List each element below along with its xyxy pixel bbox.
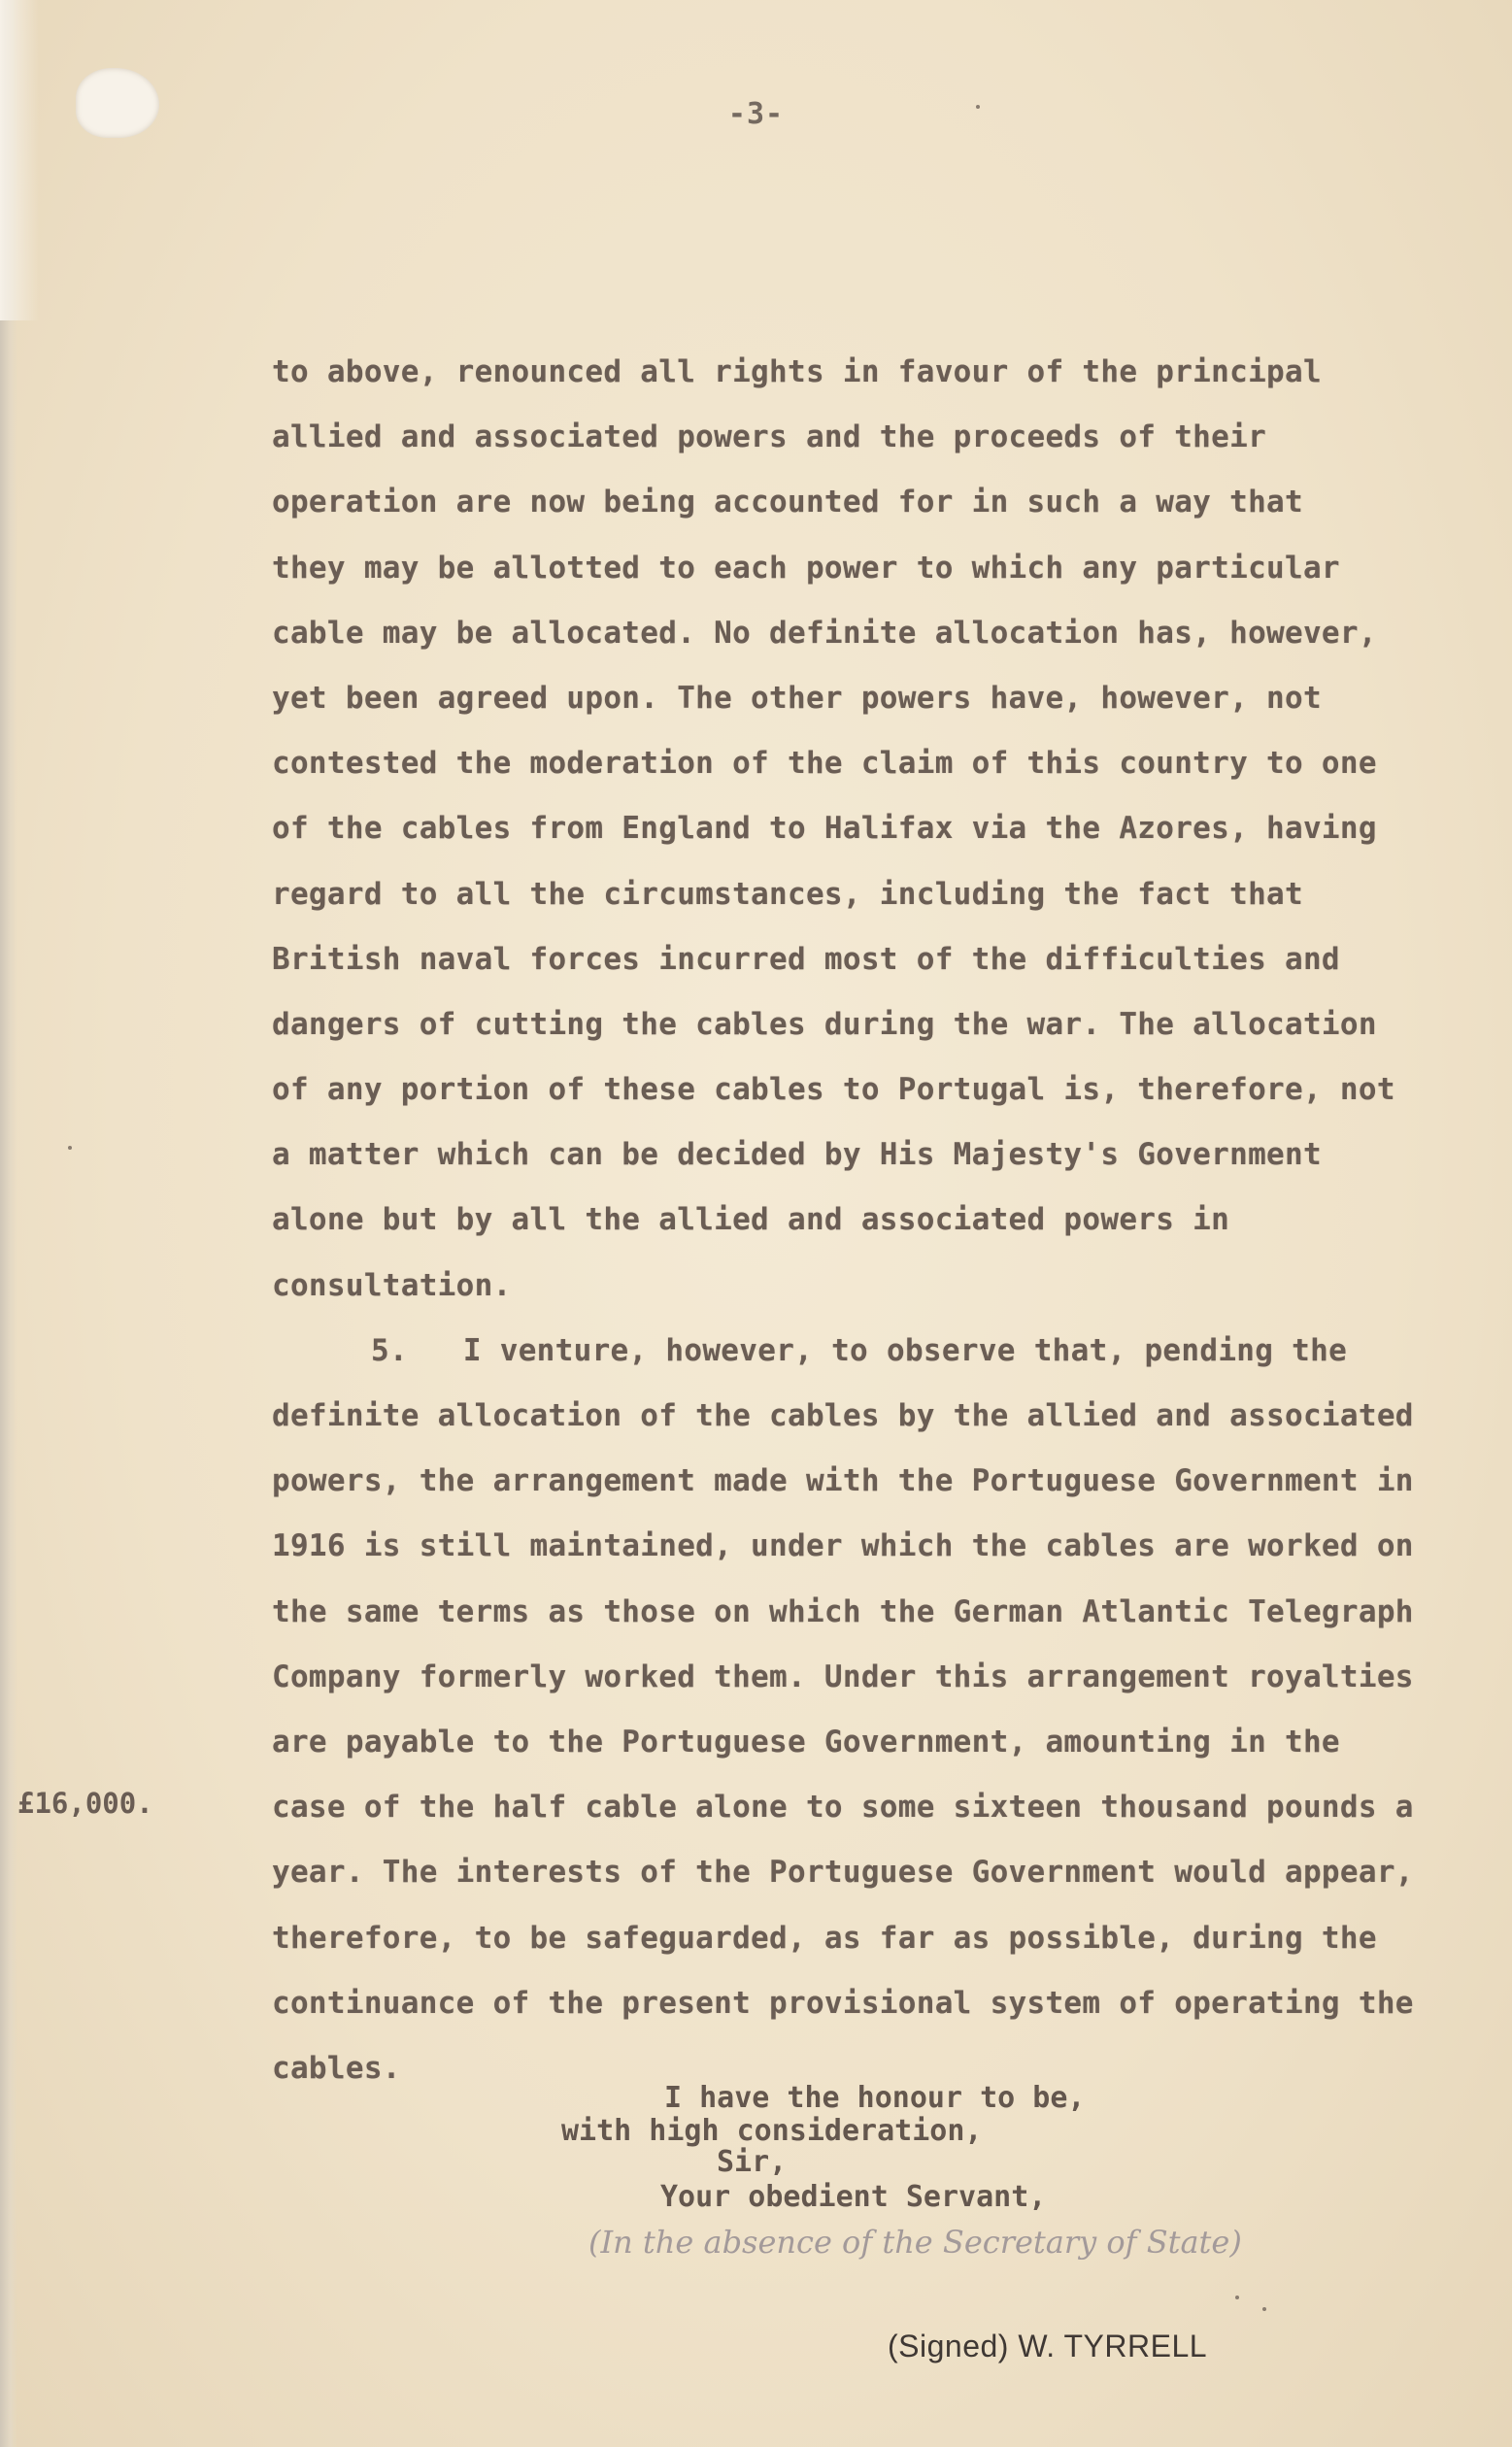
body-line: allied and associated powers and the proceeds of their: [272, 419, 1267, 455]
body-line: Company formerly worked them. Under this arrangement royalties: [272, 1659, 1414, 1694]
paper-speck: [68, 1146, 72, 1150]
body-line: powers, the arrangement made with the Portuguese Government in: [272, 1463, 1414, 1499]
body-line: 1916 is still maintained, under which the cables are worked on: [272, 1528, 1414, 1564]
page-edge-shadow: [0, 0, 17, 2447]
body-line: dangers of cutting the cables during the war. The allocation: [272, 1006, 1377, 1042]
body-line: to above, renounced all rights in favour of the principal: [272, 354, 1322, 389]
body-line: the same terms as those on which the German Atlantic Telegraph: [272, 1593, 1414, 1629]
body-line: year. The interests of the Portuguese Government would appear,: [272, 1855, 1414, 1891]
closing-line: I have the honour to be,: [664, 2081, 1086, 2115]
page-number: -3-: [727, 97, 785, 131]
margin-note-amount: £16,000.: [17, 1787, 153, 1820]
body-line: British naval forces incurred most of the difficulties and: [272, 941, 1340, 977]
body-line: therefore, to be safeguarded, as far as possible, during the: [272, 1920, 1377, 1956]
closing-salutation: Sir,: [717, 2145, 788, 2179]
signature: (Signed) W. TYRRELL: [888, 2329, 1208, 2363]
body-line: regard to all the circumstances, including the fact that: [272, 876, 1303, 912]
body-line: of the cables from England to Halifax via the Azores, having: [272, 811, 1377, 847]
paper-speck: [1262, 2307, 1266, 2311]
closing-line: with high consideration,: [561, 2114, 983, 2148]
letter-body: [272, 340, 1495, 2101]
body-line: cables.: [272, 2050, 401, 2086]
body-line: consultation.: [272, 1267, 512, 1303]
page-corner-fold: [0, 0, 39, 320]
body-line: alone but by all the allied and associated powers in: [272, 1202, 1230, 1238]
body-line: they may be allotted to each power to which any particular: [272, 550, 1340, 586]
paper-speck: [1235, 2296, 1239, 2299]
body-line: operation are now being accounted for in such a way that: [272, 485, 1303, 520]
body-line: cable may be allocated. No definite allocation has, however,: [272, 615, 1377, 651]
body-line: a matter which can be decided by His Majesty's Government: [272, 1137, 1322, 1173]
body-line: continuance of the present provisional system of operating the: [272, 1985, 1414, 2021]
body-line: case of the half cable alone to some sixteen thousand pounds a: [272, 1790, 1414, 1826]
paragraph-5-start: 5. I venture, however, to observe that, pending the: [371, 1332, 1348, 1368]
absence-stamp: (In the absence of the Secretary of State): [588, 2224, 1242, 2261]
paper-speck: [976, 105, 980, 109]
body-line: contested the moderation of the claim of this country to one: [272, 746, 1377, 782]
body-line: definite allocation of the cables by the allied and associated: [272, 1398, 1414, 1433]
body-line: are payable to the Portuguese Government, amounting in the: [272, 1724, 1340, 1760]
closing-line: Your obedient Servant,: [660, 2180, 1047, 2214]
body-line: yet been agreed upon. The other powers have, however, not: [272, 680, 1322, 716]
body-line: of any portion of these cables to Portugal is, therefore, not: [272, 1072, 1395, 1108]
